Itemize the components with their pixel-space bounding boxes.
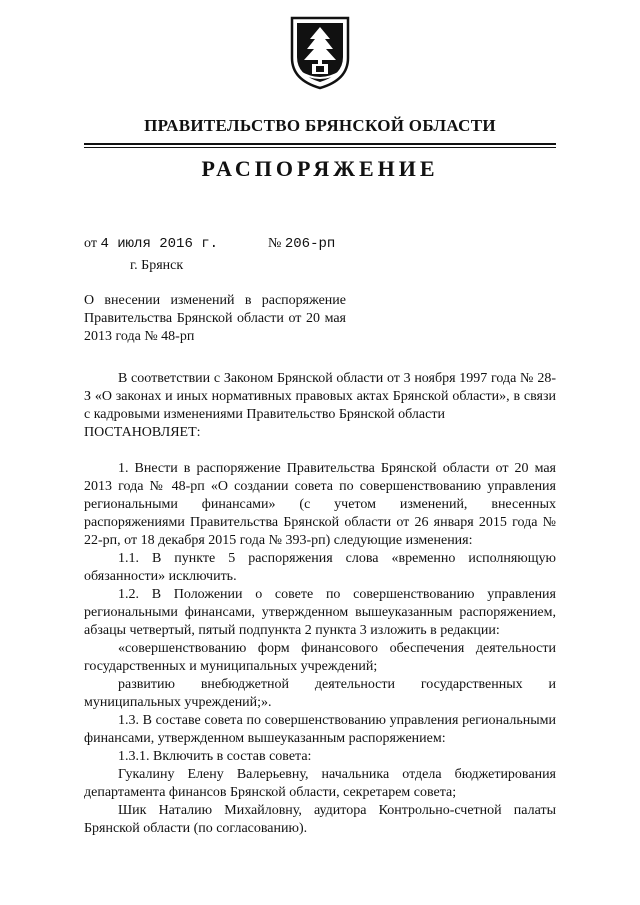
document-city: г. Брянск bbox=[130, 258, 184, 273]
header-rule-thick bbox=[84, 143, 556, 145]
date-prefix: от bbox=[84, 236, 97, 251]
organization-title: ПРАВИТЕЛЬСТВО БРЯНСКОЙ ОБЛАСТИ bbox=[144, 116, 496, 135]
paragraph-member-1: Гукалину Елену Валерьевну, начальника отдела бюджетирования департамента финансов Брянской области, секретарем совета; bbox=[84, 767, 556, 800]
paragraph-quote-2: развитию внебюджетной деятельности государственных и муниципальных учреждений;». bbox=[84, 677, 556, 710]
number-value: 206-рп bbox=[284, 236, 336, 252]
header-rule-thin bbox=[84, 147, 556, 148]
document-number bbox=[268, 236, 335, 252]
date-value: 4 июля 2016 г. bbox=[100, 236, 219, 252]
paragraph-item-1-2: 1.2. В Положении о совете по совершенствованию управления региональными финансами, утвержденном вышеуказанным распоряжением, абзацы четвертый, пятый подпункта 2 пункта 3 изложить в редакции: bbox=[84, 587, 556, 638]
paragraph-item-1-3-1: 1.3.1. Включить в состав совета: bbox=[118, 749, 312, 764]
paragraph-member-2: Шик Наталию Михайловну, аудитора Контрольно-счетной палаты Брянской области (по согласованию). bbox=[84, 803, 556, 836]
paragraph-item-1-3: 1.3. В составе совета по совершенствованию управления региональными финансами, утвержденном вышеуказанным распоряжением: bbox=[84, 713, 556, 746]
coat-of-arms-icon bbox=[288, 14, 352, 90]
document-subject: О внесении изменений в распоряжение Правительства Брянской области от 20 мая 2013 года № 48-рп bbox=[84, 293, 346, 344]
document-date bbox=[84, 236, 218, 252]
document-body bbox=[84, 370, 556, 838]
paragraph-item-1: 1. Внести в распоряжение Правительства Брянской области от 20 мая 2013 года № 48-рп «О создании совета по совершенствованию управления региональными финансами» (с учетом изменений, внесенных распоряжениями Правительства Брянской области от 26 января 2015 года № 22-рп, от 18 декабря 2015 года № 393-рп) следующие изменения: bbox=[84, 461, 556, 548]
paragraph-quote-1: «совершенствованию форм финансового обеспечения деятельности государственных и муниципальных учреждений; bbox=[84, 641, 556, 674]
number-prefix: № bbox=[268, 236, 282, 251]
paragraph-item-1-1: 1.1. В пункте 5 распоряжения слова «временно исполняющую обязанности» исключить. bbox=[84, 551, 556, 584]
paragraph-preamble: В соответствии с Законом Брянской области от 3 ноября 1997 года № 28-З «О законах и иных нормативных правовых актах Брянской области», в связи с кадровыми изменениями Правительство Брянской области bbox=[84, 371, 556, 422]
document-type-title: РАСПОРЯЖЕНИЕ bbox=[201, 156, 439, 181]
paragraph-resolves: ПОСТАНОВЛЯЕТ: bbox=[84, 425, 201, 440]
